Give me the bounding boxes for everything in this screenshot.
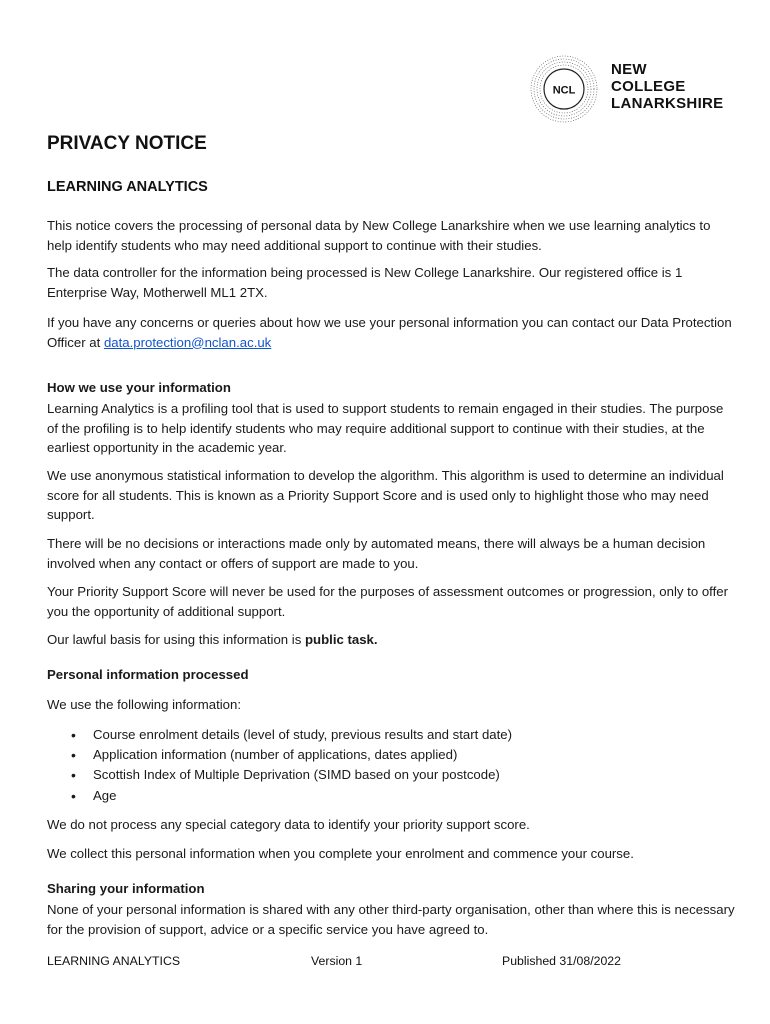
college-name: NEW COLLEGE LANARKSHIRE [611,61,724,112]
personal-info-paragraph-1: We do not process any special category data to identify your priority support score. [47,817,530,832]
list-item: • Course enrolment details (level of study, previous results and start date) [47,725,512,745]
how-paragraph-4: Your Priority Support Score will never be used for the purposes of assessment outcomes or progression, only to offer you the opportunity of additional support. [47,584,728,619]
ncl-seal-icon [529,54,599,124]
footer-document-name: LEARNING ANALYTICS [47,954,181,968]
personal-info-intro: We use the following information: [47,697,242,712]
page-subtitle: LEARNING ANALYTICS [47,179,208,195]
svg-text:NCL: NCL [552,84,576,97]
college-logo [529,54,729,118]
dpo-email-link[interactable]: data.protection@nclan.ac.uk [103,334,272,350]
how-paragraph-3: There will be no decisions or interactions made only by automated means, there will always be a human decision involved when any contact or offers of support are made to you. [47,536,706,571]
footer-version: Version 1 [311,954,363,968]
lawful-basis-paragraph: Our lawful basis for using this information is public task. [47,632,378,647]
sharing-paragraph-1: None of your personal information is shared with any other third-party organisation, other than where this is necessary for the provision of support, advice or a specific service you have agreed to. [47,902,735,937]
list-item: • Application information (number of applications, dates applied) [47,745,512,765]
list-item: • Age [47,786,512,806]
page-title: PRIVACY NOTICE [47,133,207,154]
how-paragraph-2: We use anonymous statistical information to develop the algorithm. This algorithm is used to determine an individual score for all students. This is known as a Priority Support Score and is used only to highlight those who may need support. [47,468,724,522]
intro-paragraph-3: If you have any concerns or queries about how we use your personal information you can contact our Data Protection Officer at data.protection@nclan.ac.uk [47,315,732,350]
intro-paragraph-2: The data controller for the information being processed is New College Lanarkshire. Our registered office is 1 Enterprise Way, Motherwell ML1 2TX. [47,265,683,300]
section-heading-how-we-use: How we use your information [47,380,231,395]
personal-info-list [47,725,512,806]
section-heading-sharing: Sharing your information [47,881,205,896]
personal-info-paragraph-2: We collect this personal information when you complete your enrolment and commence your course. [47,846,634,861]
footer-published-date: Published 31/08/2022 [502,954,621,968]
intro-paragraph-1: This notice covers the processing of personal data by New College Lanarkshire when we use learning analytics to help identify students who may need additional support to continue with their studies. [47,218,711,253]
section-heading-personal-info: Personal information processed [47,667,249,682]
how-paragraph-1: Learning Analytics is a profiling tool that is used to support students to remain engaged in their studies. The purpose of the profiling is to help identify students who may require additional support to continue with their studies, at the earliest opportunity in the academic year. [47,401,724,455]
lawful-basis-value: public task. [305,632,378,647]
list-item: • Scottish Index of Multiple Deprivation (SIMD based on your postcode) [47,765,512,785]
